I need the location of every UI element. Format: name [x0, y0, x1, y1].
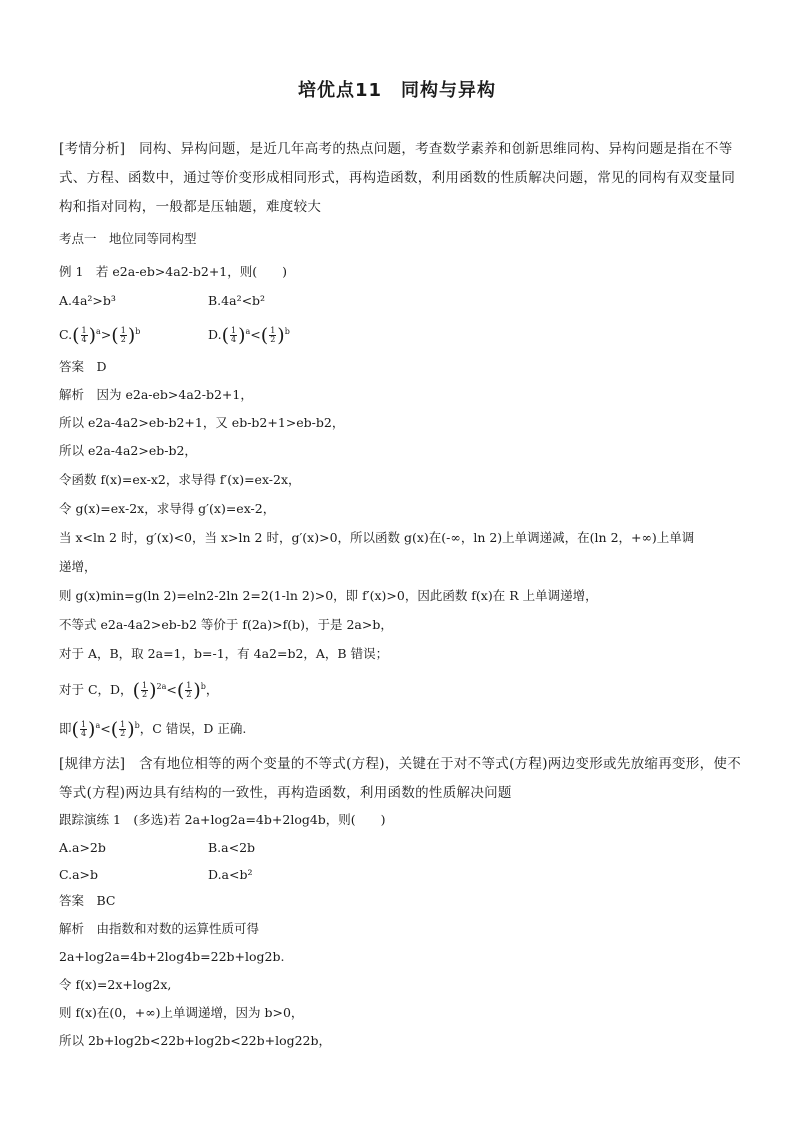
solution-2-line: 则 f(x)在(0，+∞)上单调递增，因为 b>0， [59, 1005, 304, 1020]
method-paragraph: [规律方法] 含有地位相等的两个变量的不等式(方程)，关键在于对不等式(方程)两边变形或先放缩再变形，使不等式(方程)两边具有结构的一致性，再构造函数，利用函数的性质解决问题 [59, 756, 741, 801]
drill-option-d: D.a<b² [208, 867, 253, 882]
solution-1-line: 对于 C，D，( $\frac{1}{2}$ )$^{2a}$<( $\frac{1}{2}$ )$^b$， [59, 679, 219, 702]
solution-1-line: 所以 e2a-4a2>eb-b2， [59, 443, 197, 458]
drill-option-a: A.a>2b [59, 840, 106, 855]
ex1-option-c: C.( $\frac{1}{4}$ )$^a$>( $\frac{1}{2}$ )$^b$ [59, 324, 141, 347]
option-d-label: D. [208, 327, 222, 343]
drill-option-c: C.a>b [59, 867, 99, 882]
solution-1-line: 所以 e2a-4a2>eb-b2+1，又 eb-b2+1>eb-b2， [59, 415, 345, 430]
solution-1-line: 则 g(x)min=g(ln 2)=eln2-2ln 2=2(1-ln 2)>0，即 f′(x)>0，因此函数 f(x)在 R 上单调递增， [59, 588, 598, 603]
page-title: 培优点11 同构与异构 [297, 80, 497, 101]
fraction: $\frac{1}{2}$ [141, 681, 148, 700]
solution-1-line: 解析 因为 e2a-eb>4a2-b2+1， [59, 387, 253, 402]
solution-1-line: 当 x<ln 2 时，g′(x)<0，当 x>ln 2 时，g′(x)>0，所以函数 g(x)在(-∞，ln 2)上单调递减，在(ln 2，+∞)上单调 [59, 530, 695, 545]
solution-1-line: 对于 A，B，取 2a=1，b=-1，有 4a2=b2，A，B 错误； [59, 646, 389, 661]
example-1-question: 例 1 若 e2a-eb>4a2-b2+1，则( ) [59, 264, 288, 279]
option-c-label: C. [59, 327, 73, 343]
solution-2-line: 解析 由指数和对数的运算性质可得 [59, 921, 260, 936]
ex1-option-b: B.4a²<b² [208, 293, 266, 308]
intro-paragraph: [考情分析] 同构、异构问题，是近几年高考的热点问题，考查数学素养和创新思维同构、异构问题是指在不等式、方程、函数中，通过等价变形成相同形式，再构造函数，利用函数的性质解决问题，常见的同构有双变量同构和指对同构，一般都是压轴题，难度较大 [59, 141, 736, 215]
solution-2-line: 2a+log2a=4b+2log4b=22b+log2b. [59, 949, 285, 964]
answer-2: 答案 BC [59, 893, 116, 908]
fraction: $\frac{1}{2}$ [120, 326, 126, 345]
drill-option-b: B.a<2b [208, 840, 256, 855]
fraction: $\frac{1}{2}$ [186, 681, 192, 700]
fraction: $\frac{1}{4}$ [81, 326, 87, 345]
ex1-option-a: A.4a²>b³ [59, 293, 116, 308]
solution-2-line: 所以 2b+log2b<22b+log2b<22b+log22b， [59, 1033, 332, 1048]
fraction: $\frac{1}{4}$ [230, 326, 237, 345]
solution-2-line: 令 f(x)=2x+log2x, [59, 977, 172, 992]
solution-1-line: 令函数 f(x)=ex-x2，求导得 f′(x)=ex-2x， [59, 472, 301, 487]
solution-1-line: 递增， [59, 559, 97, 574]
section-heading: 考点一 地位同等同构型 [59, 231, 197, 246]
solution-1-line: 不等式 e2a-4a2>eb-b2 等价于 f(2a)>f(b)，于是 2a>b， [59, 617, 393, 632]
ex1-option-d: D.( $\frac{1}{4}$ )$^a$<( $\frac{1}{2}$ )$^b$ [208, 324, 290, 347]
fraction: $\frac{1}{2}$ [270, 326, 276, 345]
answer-1: 答案 D [59, 359, 107, 374]
fraction: $\frac{1}{4}$ [80, 720, 87, 739]
solution-1-line: 即( $\frac{1}{4}$ )$^a$<( $\frac{1}{2}$ )$^b$，C 错误，D 正确. [59, 718, 247, 741]
fraction: $\frac{1}{2}$ [120, 720, 126, 739]
solution-1-line: 令 g(x)=ex-2x，求导得 g′(x)=ex-2， [59, 501, 276, 516]
drill-1-question: 跟踪演练 1 (多选)若 2a+log2a=4b+2log4b，则( ) [59, 812, 386, 827]
